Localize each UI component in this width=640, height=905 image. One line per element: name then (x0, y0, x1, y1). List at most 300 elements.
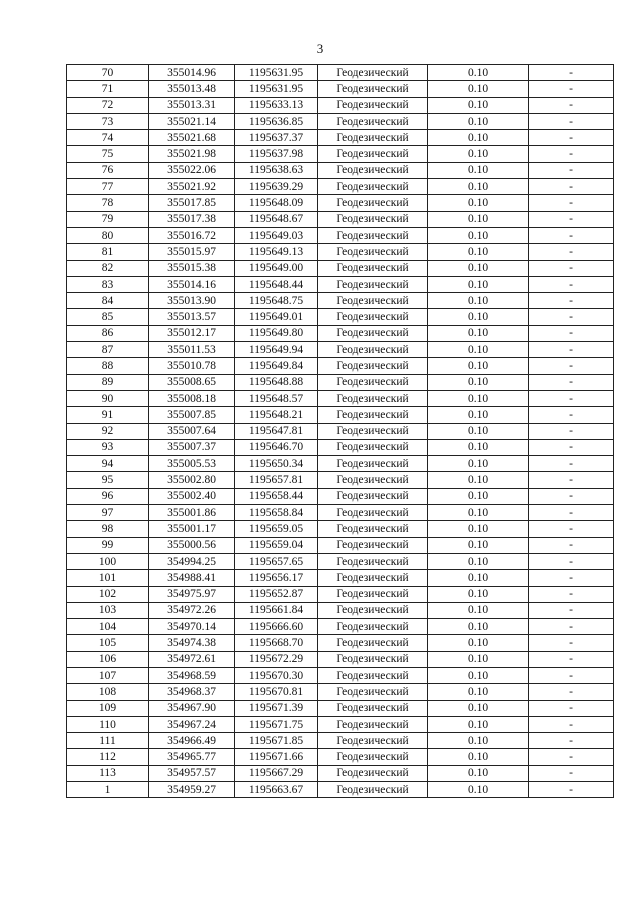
cell-y: 1195671.85 (235, 733, 318, 749)
cell-note: - (529, 276, 614, 292)
table-row (67, 342, 614, 358)
cell-note: - (529, 260, 614, 276)
cell-accuracy: 0.10 (428, 179, 529, 195)
cell-x: 355021.98 (149, 146, 235, 162)
cell-accuracy: 0.10 (428, 716, 529, 732)
cell-method: Геодезический (318, 146, 428, 162)
cell-x: 355007.64 (149, 423, 235, 439)
cell-point: 1 (67, 782, 149, 798)
cell-y: 1195649.03 (235, 227, 318, 243)
table-row (67, 765, 614, 781)
cell-point: 79 (67, 211, 149, 227)
table-row (67, 553, 614, 569)
cell-y: 1195646.70 (235, 439, 318, 455)
table-row (67, 407, 614, 423)
cell-note: - (529, 309, 614, 325)
table-row (67, 260, 614, 276)
table-row (67, 733, 614, 749)
cell-method: Геодезический (318, 488, 428, 504)
cell-y: 1195658.84 (235, 505, 318, 521)
cell-point: 111 (67, 733, 149, 749)
cell-note: - (529, 537, 614, 553)
cell-point: 97 (67, 505, 149, 521)
table-row (67, 211, 614, 227)
cell-accuracy: 0.10 (428, 782, 529, 798)
cell-point: 96 (67, 488, 149, 504)
cell-accuracy: 0.10 (428, 146, 529, 162)
table-row (67, 667, 614, 683)
cell-x: 354975.97 (149, 586, 235, 602)
cell-accuracy: 0.10 (428, 667, 529, 683)
cell-note: - (529, 667, 614, 683)
cell-method: Геодезический (318, 456, 428, 472)
cell-method: Геодезический (318, 700, 428, 716)
cell-y: 1195649.84 (235, 358, 318, 374)
cell-x: 355008.18 (149, 390, 235, 406)
cell-x: 355021.68 (149, 130, 235, 146)
cell-accuracy: 0.10 (428, 97, 529, 113)
cell-note: - (529, 325, 614, 341)
cell-method: Геодезический (318, 570, 428, 586)
cell-note: - (529, 521, 614, 537)
cell-y: 1195649.01 (235, 309, 318, 325)
cell-method: Геодезический (318, 667, 428, 683)
cell-note: - (529, 81, 614, 97)
cell-note: - (529, 716, 614, 732)
table-row (67, 456, 614, 472)
cell-method: Геодезический (318, 439, 428, 455)
cell-x: 354988.41 (149, 570, 235, 586)
cell-method: Геодезический (318, 358, 428, 374)
cell-note: - (529, 179, 614, 195)
cell-method: Геодезический (318, 179, 428, 195)
cell-accuracy: 0.10 (428, 439, 529, 455)
cell-y: 1195631.95 (235, 65, 318, 81)
cell-method: Геодезический (318, 651, 428, 667)
cell-y: 1195661.84 (235, 602, 318, 618)
table-row (67, 700, 614, 716)
cell-method: Геодезический (318, 765, 428, 781)
cell-method: Геодезический (318, 293, 428, 309)
cell-method: Геодезический (318, 325, 428, 341)
cell-method: Геодезический (318, 390, 428, 406)
cell-method: Геодезический (318, 309, 428, 325)
cell-note: - (529, 749, 614, 765)
cell-x: 355011.53 (149, 342, 235, 358)
cell-accuracy: 0.10 (428, 733, 529, 749)
cell-x: 354965.77 (149, 749, 235, 765)
cell-point: 72 (67, 97, 149, 113)
cell-note: - (529, 456, 614, 472)
cell-method: Геодезический (318, 227, 428, 243)
cell-note: - (529, 374, 614, 390)
cell-x: 354966.49 (149, 733, 235, 749)
cell-accuracy: 0.10 (428, 407, 529, 423)
table-row (67, 570, 614, 586)
cell-note: - (529, 586, 614, 602)
coordinates-table-body (67, 65, 614, 798)
coordinates-table (66, 64, 614, 798)
table-row (67, 325, 614, 341)
cell-point: 73 (67, 113, 149, 129)
cell-point: 102 (67, 586, 149, 602)
cell-point: 92 (67, 423, 149, 439)
cell-y: 1195649.13 (235, 244, 318, 260)
cell-note: - (529, 113, 614, 129)
cell-accuracy: 0.10 (428, 586, 529, 602)
cell-point: 91 (67, 407, 149, 423)
cell-note: - (529, 130, 614, 146)
cell-point: 90 (67, 390, 149, 406)
cell-accuracy: 0.10 (428, 358, 529, 374)
cell-point: 105 (67, 635, 149, 651)
cell-x: 354970.14 (149, 619, 235, 635)
cell-y: 1195648.09 (235, 195, 318, 211)
cell-note: - (529, 635, 614, 651)
cell-method: Геодезический (318, 586, 428, 602)
cell-note: - (529, 700, 614, 716)
cell-accuracy: 0.10 (428, 765, 529, 781)
cell-y: 1195648.44 (235, 276, 318, 292)
cell-method: Геодезический (318, 733, 428, 749)
cell-note: - (529, 244, 614, 260)
cell-y: 1195636.85 (235, 113, 318, 129)
cell-y: 1195658.44 (235, 488, 318, 504)
cell-x: 354994.25 (149, 553, 235, 569)
cell-method: Геодезический (318, 602, 428, 618)
table-row (67, 619, 614, 635)
cell-note: - (529, 651, 614, 667)
cell-x: 355014.96 (149, 65, 235, 81)
cell-note: - (529, 505, 614, 521)
cell-note: - (529, 619, 614, 635)
cell-point: 101 (67, 570, 149, 586)
table-row (67, 81, 614, 97)
cell-point: 106 (67, 651, 149, 667)
cell-accuracy: 0.10 (428, 293, 529, 309)
cell-accuracy: 0.10 (428, 195, 529, 211)
cell-accuracy: 0.10 (428, 505, 529, 521)
cell-point: 71 (67, 81, 149, 97)
cell-method: Геодезический (318, 684, 428, 700)
cell-x: 355021.92 (149, 179, 235, 195)
cell-note: - (529, 227, 614, 243)
cell-point: 93 (67, 439, 149, 455)
cell-x: 354968.59 (149, 667, 235, 683)
cell-y: 1195666.60 (235, 619, 318, 635)
cell-point: 83 (67, 276, 149, 292)
table-row (67, 146, 614, 162)
cell-accuracy: 0.10 (428, 602, 529, 618)
table-row (67, 227, 614, 243)
cell-note: - (529, 472, 614, 488)
cell-x: 355013.57 (149, 309, 235, 325)
cell-y: 1195648.57 (235, 390, 318, 406)
cell-method: Геодезический (318, 782, 428, 798)
cell-method: Геодезический (318, 749, 428, 765)
cell-x: 355017.38 (149, 211, 235, 227)
cell-point: 77 (67, 179, 149, 195)
cell-accuracy: 0.10 (428, 227, 529, 243)
cell-x: 355013.48 (149, 81, 235, 97)
cell-note: - (529, 684, 614, 700)
cell-y: 1195650.34 (235, 456, 318, 472)
cell-accuracy: 0.10 (428, 276, 529, 292)
cell-y: 1195672.29 (235, 651, 318, 667)
page-number: 3 (316, 41, 324, 56)
cell-accuracy: 0.10 (428, 113, 529, 129)
cell-x: 355002.40 (149, 488, 235, 504)
cell-x: 354972.61 (149, 651, 235, 667)
cell-x: 354968.37 (149, 684, 235, 700)
cell-x: 355008.65 (149, 374, 235, 390)
cell-x: 355012.17 (149, 325, 235, 341)
cell-x: 355007.37 (149, 439, 235, 455)
cell-y: 1195668.70 (235, 635, 318, 651)
cell-y: 1195670.30 (235, 667, 318, 683)
cell-x: 354959.27 (149, 782, 235, 798)
cell-note: - (529, 765, 614, 781)
cell-y: 1195637.98 (235, 146, 318, 162)
cell-method: Геодезический (318, 423, 428, 439)
cell-method: Геодезический (318, 276, 428, 292)
table-row (67, 65, 614, 81)
cell-y: 1195671.39 (235, 700, 318, 716)
cell-y: 1195657.65 (235, 553, 318, 569)
cell-note: - (529, 407, 614, 423)
cell-accuracy: 0.10 (428, 635, 529, 651)
cell-x: 355022.06 (149, 162, 235, 178)
cell-accuracy: 0.10 (428, 651, 529, 667)
cell-accuracy: 0.10 (428, 325, 529, 341)
cell-point: 80 (67, 227, 149, 243)
cell-y: 1195649.00 (235, 260, 318, 276)
cell-point: 70 (67, 65, 149, 81)
cell-x: 354972.26 (149, 602, 235, 618)
cell-x: 355005.53 (149, 456, 235, 472)
cell-note: - (529, 488, 614, 504)
table-row (67, 390, 614, 406)
table-row (67, 635, 614, 651)
cell-method: Геодезический (318, 407, 428, 423)
cell-point: 75 (67, 146, 149, 162)
cell-x: 355002.80 (149, 472, 235, 488)
table-row (67, 602, 614, 618)
cell-y: 1195659.04 (235, 537, 318, 553)
cell-point: 110 (67, 716, 149, 732)
table-row (67, 651, 614, 667)
cell-x: 354967.24 (149, 716, 235, 732)
cell-x: 355013.90 (149, 293, 235, 309)
table-row (67, 521, 614, 537)
cell-accuracy: 0.10 (428, 521, 529, 537)
cell-y: 1195648.21 (235, 407, 318, 423)
cell-y: 1195631.95 (235, 81, 318, 97)
cell-y: 1195648.67 (235, 211, 318, 227)
cell-method: Геодезический (318, 130, 428, 146)
cell-y: 1195652.87 (235, 586, 318, 602)
cell-y: 1195649.94 (235, 342, 318, 358)
cell-x: 354974.38 (149, 635, 235, 651)
cell-y: 1195663.67 (235, 782, 318, 798)
cell-point: 84 (67, 293, 149, 309)
table-row (67, 179, 614, 195)
cell-accuracy: 0.10 (428, 260, 529, 276)
table-row (67, 195, 614, 211)
table-row (67, 439, 614, 455)
cell-accuracy: 0.10 (428, 130, 529, 146)
cell-y: 1195648.88 (235, 374, 318, 390)
cell-accuracy: 0.10 (428, 244, 529, 260)
cell-note: - (529, 439, 614, 455)
table-row (67, 374, 614, 390)
cell-accuracy: 0.10 (428, 456, 529, 472)
cell-method: Геодезический (318, 260, 428, 276)
cell-method: Геодезический (318, 619, 428, 635)
cell-accuracy: 0.10 (428, 342, 529, 358)
cell-y: 1195670.81 (235, 684, 318, 700)
cell-x: 355014.16 (149, 276, 235, 292)
cell-x: 355001.86 (149, 505, 235, 521)
cell-method: Геодезический (318, 65, 428, 81)
cell-method: Геодезический (318, 244, 428, 260)
table-row (67, 276, 614, 292)
cell-accuracy: 0.10 (428, 619, 529, 635)
cell-accuracy: 0.10 (428, 570, 529, 586)
table-row (67, 97, 614, 113)
cell-x: 354967.90 (149, 700, 235, 716)
cell-x: 355000.56 (149, 537, 235, 553)
cell-accuracy: 0.10 (428, 309, 529, 325)
cell-method: Геодезический (318, 162, 428, 178)
cell-accuracy: 0.10 (428, 162, 529, 178)
cell-accuracy: 0.10 (428, 537, 529, 553)
cell-x: 355010.78 (149, 358, 235, 374)
cell-note: - (529, 195, 614, 211)
cell-x: 355013.31 (149, 97, 235, 113)
cell-method: Геодезический (318, 635, 428, 651)
cell-method: Геодезический (318, 97, 428, 113)
cell-note: - (529, 782, 614, 798)
cell-note: - (529, 570, 614, 586)
cell-point: 87 (67, 342, 149, 358)
cell-note: - (529, 97, 614, 113)
cell-note: - (529, 65, 614, 81)
cell-x: 354957.57 (149, 765, 235, 781)
table-row (67, 358, 614, 374)
cell-y: 1195639.29 (235, 179, 318, 195)
cell-point: 99 (67, 537, 149, 553)
cell-y: 1195656.17 (235, 570, 318, 586)
cell-y: 1195671.66 (235, 749, 318, 765)
cell-note: - (529, 211, 614, 227)
cell-accuracy: 0.10 (428, 390, 529, 406)
table-row (67, 684, 614, 700)
cell-x: 355015.38 (149, 260, 235, 276)
cell-point: 98 (67, 521, 149, 537)
table-row (67, 488, 614, 504)
table-row (67, 162, 614, 178)
cell-note: - (529, 358, 614, 374)
table-row (67, 244, 614, 260)
cell-method: Геодезический (318, 113, 428, 129)
cell-method: Геодезический (318, 342, 428, 358)
table-row (67, 293, 614, 309)
cell-method: Геодезический (318, 537, 428, 553)
cell-point: 112 (67, 749, 149, 765)
cell-method: Геодезический (318, 521, 428, 537)
table-row (67, 537, 614, 553)
cell-y: 1195648.75 (235, 293, 318, 309)
cell-point: 100 (67, 553, 149, 569)
table-row (67, 505, 614, 521)
cell-point: 88 (67, 358, 149, 374)
table-row (67, 113, 614, 129)
cell-note: - (529, 423, 614, 439)
cell-method: Геодезический (318, 374, 428, 390)
cell-y: 1195667.29 (235, 765, 318, 781)
cell-point: 108 (67, 684, 149, 700)
table-row (67, 309, 614, 325)
cell-point: 95 (67, 472, 149, 488)
cell-x: 355007.85 (149, 407, 235, 423)
cell-point: 113 (67, 765, 149, 781)
cell-point: 89 (67, 374, 149, 390)
cell-accuracy: 0.10 (428, 81, 529, 97)
cell-accuracy: 0.10 (428, 488, 529, 504)
cell-method: Геодезический (318, 472, 428, 488)
cell-accuracy: 0.10 (428, 684, 529, 700)
cell-accuracy: 0.10 (428, 65, 529, 81)
cell-point: 104 (67, 619, 149, 635)
cell-y: 1195647.81 (235, 423, 318, 439)
cell-y: 1195659.05 (235, 521, 318, 537)
cell-point: 82 (67, 260, 149, 276)
cell-point: 94 (67, 456, 149, 472)
table-row (67, 472, 614, 488)
cell-accuracy: 0.10 (428, 700, 529, 716)
cell-accuracy: 0.10 (428, 553, 529, 569)
cell-x: 355021.14 (149, 113, 235, 129)
cell-method: Геодезический (318, 505, 428, 521)
cell-x: 355001.17 (149, 521, 235, 537)
cell-method: Геодезический (318, 553, 428, 569)
cell-y: 1195657.81 (235, 472, 318, 488)
cell-y: 1195649.80 (235, 325, 318, 341)
cell-accuracy: 0.10 (428, 472, 529, 488)
cell-y: 1195637.37 (235, 130, 318, 146)
table-row (67, 586, 614, 602)
table-row (67, 130, 614, 146)
cell-note: - (529, 602, 614, 618)
cell-x: 355017.85 (149, 195, 235, 211)
cell-point: 103 (67, 602, 149, 618)
cell-note: - (529, 390, 614, 406)
table-row (67, 716, 614, 732)
table-row (67, 782, 614, 798)
cell-method: Геодезический (318, 716, 428, 732)
table-row (67, 749, 614, 765)
cell-method: Геодезический (318, 211, 428, 227)
cell-point: 109 (67, 700, 149, 716)
cell-point: 85 (67, 309, 149, 325)
cell-accuracy: 0.10 (428, 374, 529, 390)
cell-x: 355015.97 (149, 244, 235, 260)
cell-method: Геодезический (318, 195, 428, 211)
cell-x: 355016.72 (149, 227, 235, 243)
cell-accuracy: 0.10 (428, 749, 529, 765)
cell-y: 1195633.13 (235, 97, 318, 113)
